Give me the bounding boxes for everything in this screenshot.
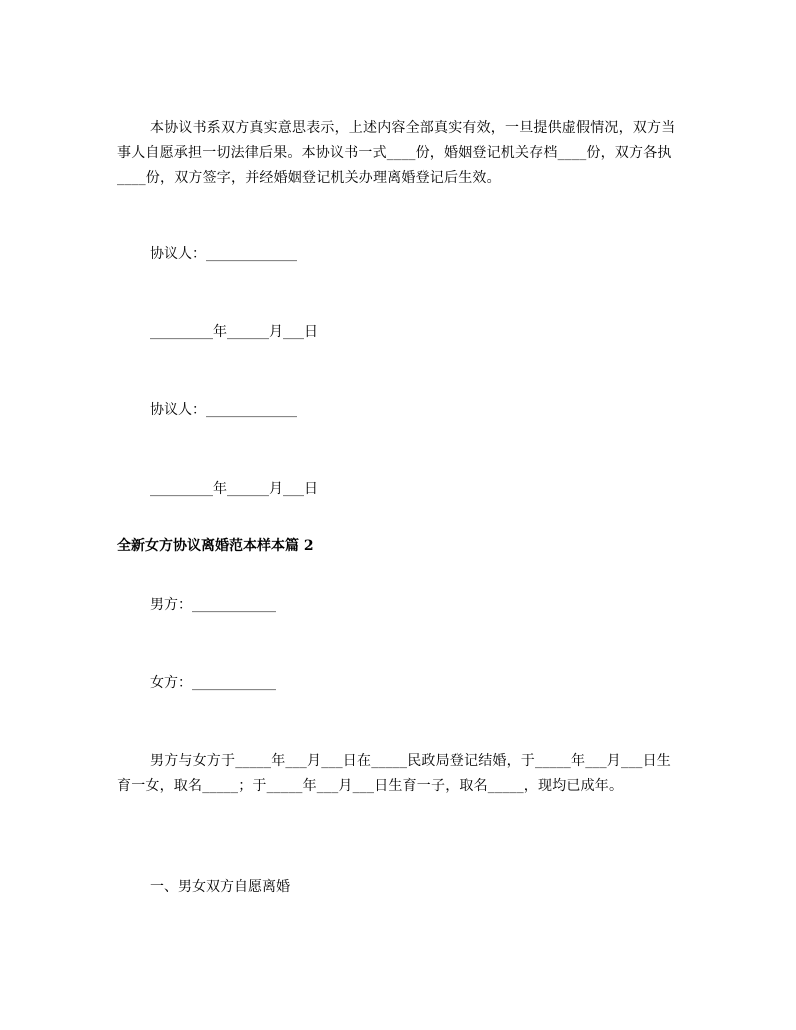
signatory-line-2: 协议人：_____________ — [150, 402, 297, 418]
female-party-line: 女方：____________ — [150, 675, 276, 691]
closing-paragraph: 本协议书系双方真实意思表示，上述内容全部真实有效，一旦提供虚假情况，双方当事人自愿承担一切法律后果。本协议书一式____份，婚姻登记机关存档____份，双方各执____份，双方签字，并经婚姻登记机关办理离婚登记后生效。 — [117, 120, 676, 186]
marriage-paragraph: 男方与女方于_____年___月___日在_____民政局登记结婚，于_____年___月___日生育一女，取名_____；于_____年___月___日生育一子，取名_____，现均已成年。 — [117, 753, 671, 794]
clause-heading-1: 一、男女双方自愿离婚 — [150, 879, 290, 895]
date-line-2: _________年______月___日 — [150, 481, 318, 497]
signatory-line-1: 协议人：_____________ — [150, 246, 297, 262]
male-party-line: 男方：____________ — [150, 597, 276, 613]
section-title: 全新女方协议离婚范本样本篇 2 — [117, 538, 314, 554]
date-line-1: _________年______月___日 — [150, 324, 318, 340]
